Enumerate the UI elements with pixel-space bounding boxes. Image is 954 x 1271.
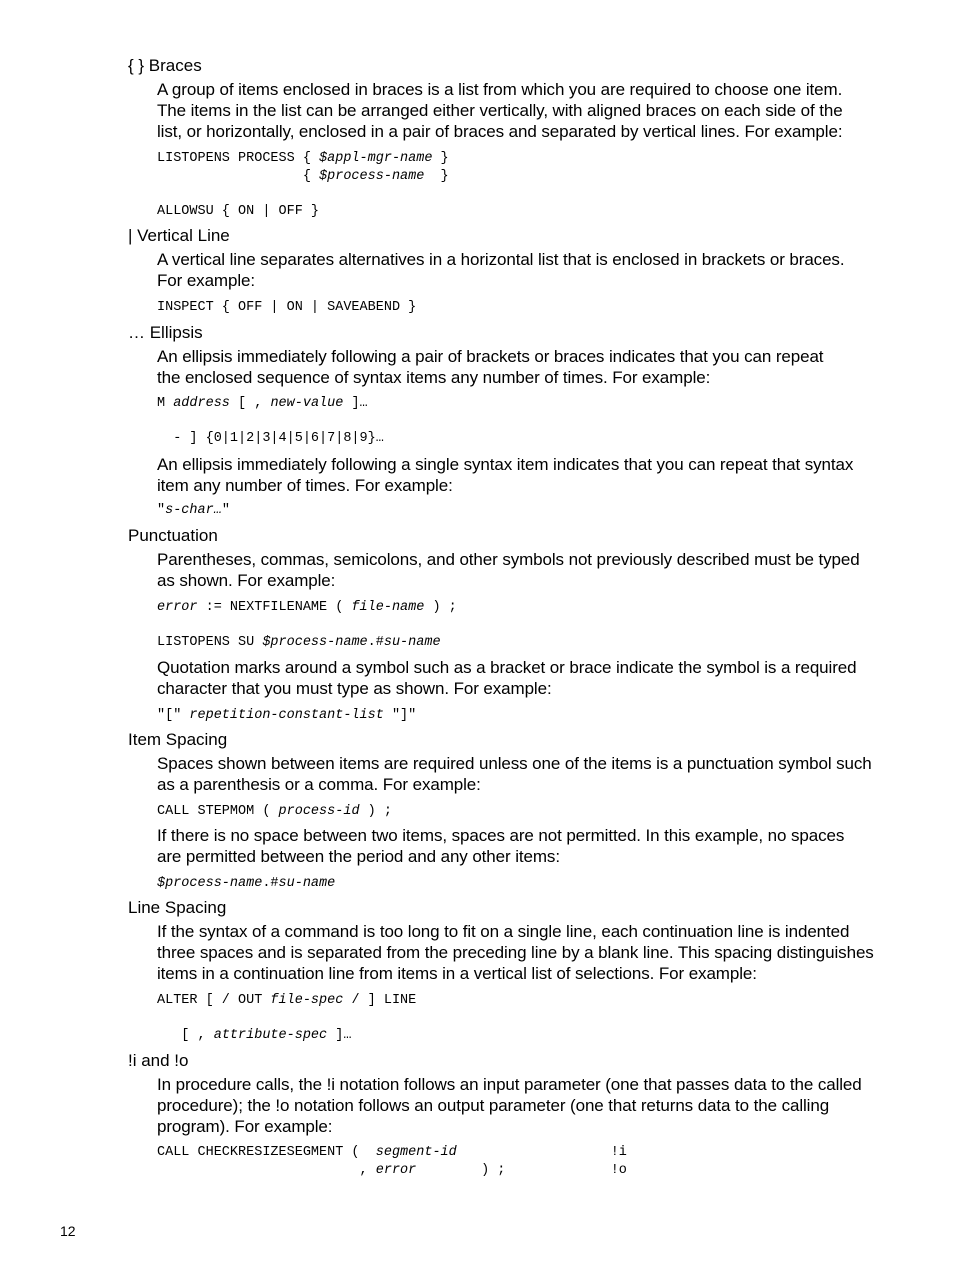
code-line xyxy=(157,168,449,186)
code-line xyxy=(157,299,416,317)
code-text: { xyxy=(157,169,320,184)
code-line xyxy=(157,599,457,617)
code-line xyxy=(157,502,230,520)
code-text: .# xyxy=(262,876,279,891)
code-placeholder: process-id xyxy=(278,804,360,819)
code-text: ]… xyxy=(327,1028,352,1043)
code-text: - ] {0|1|2|3|4|5|6|7|8|9}… xyxy=(157,431,384,446)
code-text: ALLOWSU { ON | OFF } xyxy=(157,204,320,219)
text-line: list, or horizontally, enclosed in a pair of braces and separated by vertical lines. For example: xyxy=(157,122,843,141)
code-line xyxy=(157,634,441,652)
code-text: "[" xyxy=(157,708,190,723)
code-placeholder: repetition-constant-list xyxy=(189,708,384,723)
text-line: program). For example: xyxy=(157,1117,333,1136)
code-placeholder: $appl-mgr-name xyxy=(319,151,433,166)
code-placeholder: address xyxy=(173,396,230,411)
code-text: " xyxy=(221,503,230,518)
code-text: ) ; xyxy=(424,600,457,615)
code-line xyxy=(157,430,384,448)
text-line: An ellipsis immediately following a pair of brackets or braces indicates that you can repeat xyxy=(157,347,824,366)
code-placeholder: su-name xyxy=(278,876,336,891)
code-text: "]" xyxy=(383,708,417,723)
text-line: If there is no space between two items, spaces are not permitted. In this example, no spaces xyxy=(157,826,845,845)
code-text: INSPECT { OFF | ON | SAVEABEND } xyxy=(157,300,417,315)
code-text: ]… xyxy=(343,396,368,411)
text-line: character that you must type as shown. For example: xyxy=(157,679,552,698)
item-spacing-description xyxy=(157,753,872,795)
code-placeholder: new-value xyxy=(270,396,344,411)
punctuation-description xyxy=(157,549,869,591)
text-line: Parentheses, commas, semicolons, and other symbols not previously described must be typed xyxy=(157,550,860,569)
line-spacing-description xyxy=(157,921,874,984)
text-line: procedure); the !o notation follows an output parameter (one that returns data to the calling xyxy=(157,1096,830,1115)
code-line xyxy=(157,803,392,821)
punctuation-description-2 xyxy=(157,657,869,699)
code-line xyxy=(157,992,416,1010)
code-line xyxy=(157,150,449,168)
text-line: are permitted between the period and any other items: xyxy=(157,847,560,866)
code-text: .# xyxy=(367,635,384,650)
code-text: } xyxy=(432,151,449,166)
term-punctuation: Punctuation xyxy=(128,526,218,545)
code-placeholder: error xyxy=(375,1163,417,1178)
code-text: CALL CHECKRESIZESEGMENT ( xyxy=(157,1145,376,1160)
code-placeholder: $process-name xyxy=(157,876,263,891)
code-placeholder: $process-name xyxy=(262,635,368,650)
code-text: !i xyxy=(456,1145,627,1160)
term-vertical-line: | Vertical Line xyxy=(128,226,230,245)
vertical-line-description xyxy=(157,249,869,291)
code-placeholder: attribute-spec xyxy=(213,1028,328,1043)
text-line: items in a continuation line from items in a vertical list of selections. For example: xyxy=(157,964,757,983)
code-placeholder: file-name xyxy=(351,600,425,615)
code-text: M xyxy=(157,396,174,411)
code-text: LISTOPENS PROCESS { xyxy=(157,151,320,166)
code-placeholder: file-spec xyxy=(270,993,344,1008)
text-line: An ellipsis immediately following a single syntax item indicates that you can repeat that syntax xyxy=(157,455,854,474)
term-line-spacing: Line Spacing xyxy=(128,898,227,917)
text-line: as shown. For example: xyxy=(157,571,336,590)
code-line xyxy=(157,1027,351,1045)
term-ellipsis: … Ellipsis xyxy=(128,323,203,342)
text-line: three spaces and is separated from the preceding line by a blank line. This spacing distinguishes xyxy=(157,943,874,962)
code-text: [ , xyxy=(157,1028,214,1043)
code-line xyxy=(157,395,368,413)
code-text: [ , xyxy=(229,396,271,411)
code-text: ) ; xyxy=(359,804,392,819)
code-text: LISTOPENS SU xyxy=(157,635,263,650)
code-line xyxy=(157,1144,627,1162)
code-placeholder: $process-name xyxy=(319,169,425,184)
text-line: Spaces shown between items are required unless one of the items is a punctuation symbol such xyxy=(157,754,872,773)
code-line xyxy=(157,203,319,221)
code-text: ALTER [ / OUT xyxy=(157,993,271,1008)
term-item-spacing: Item Spacing xyxy=(128,730,228,749)
code-placeholder: s-char… xyxy=(165,503,222,518)
text-line: Quotation marks around a symbol such as a bracket or brace indicate the symbol is a required xyxy=(157,658,857,677)
ellipsis-description xyxy=(157,346,869,388)
term-braces: { } Braces xyxy=(128,56,202,75)
code-line xyxy=(157,707,416,725)
i-and-o-description xyxy=(157,1074,869,1137)
code-text: CALL STEPMOM ( xyxy=(157,804,279,819)
text-line: If the syntax of a command is too long to fit on a single line, each continuation line is indented xyxy=(157,922,850,941)
ellipsis-description-2 xyxy=(157,454,869,496)
text-line: For example: xyxy=(157,271,256,290)
text-line: the enclosed sequence of syntax items any number of times. For example: xyxy=(157,368,711,387)
text-line: A group of items enclosed in braces is a list from which you are required to choose one item. xyxy=(157,80,843,99)
text-line: item any number of times. For example: xyxy=(157,476,453,495)
text-line: as a parenthesis or a comma. For example: xyxy=(157,775,481,794)
code-text: } xyxy=(424,169,449,184)
item-spacing-description-2 xyxy=(157,825,869,867)
code-placeholder: error xyxy=(157,600,198,615)
braces-description xyxy=(157,79,869,142)
text-line: A vertical line separates alternatives in a horizontal list that is enclosed in brackets or braces. xyxy=(157,250,845,269)
code-text: ) ; !o xyxy=(416,1163,627,1178)
code-placeholder: su-name xyxy=(383,635,441,650)
code-text: , xyxy=(157,1163,376,1178)
text-line: In procedure calls, the !i notation follows an input parameter (one that passes data to the called xyxy=(157,1075,862,1094)
page-number: 12 xyxy=(60,1223,76,1239)
text-line: The items in the list can be arranged either vertically, with aligned braces on each side of the xyxy=(157,101,843,120)
code-text: / ] LINE xyxy=(343,993,417,1008)
code-text: := NEXTFILENAME ( xyxy=(197,600,352,615)
code-text: " xyxy=(157,503,166,518)
code-placeholder: segment-id xyxy=(375,1145,457,1160)
term-i-and-o: !i and !o xyxy=(128,1051,189,1070)
code-line xyxy=(157,875,335,893)
code-line xyxy=(157,1162,627,1180)
